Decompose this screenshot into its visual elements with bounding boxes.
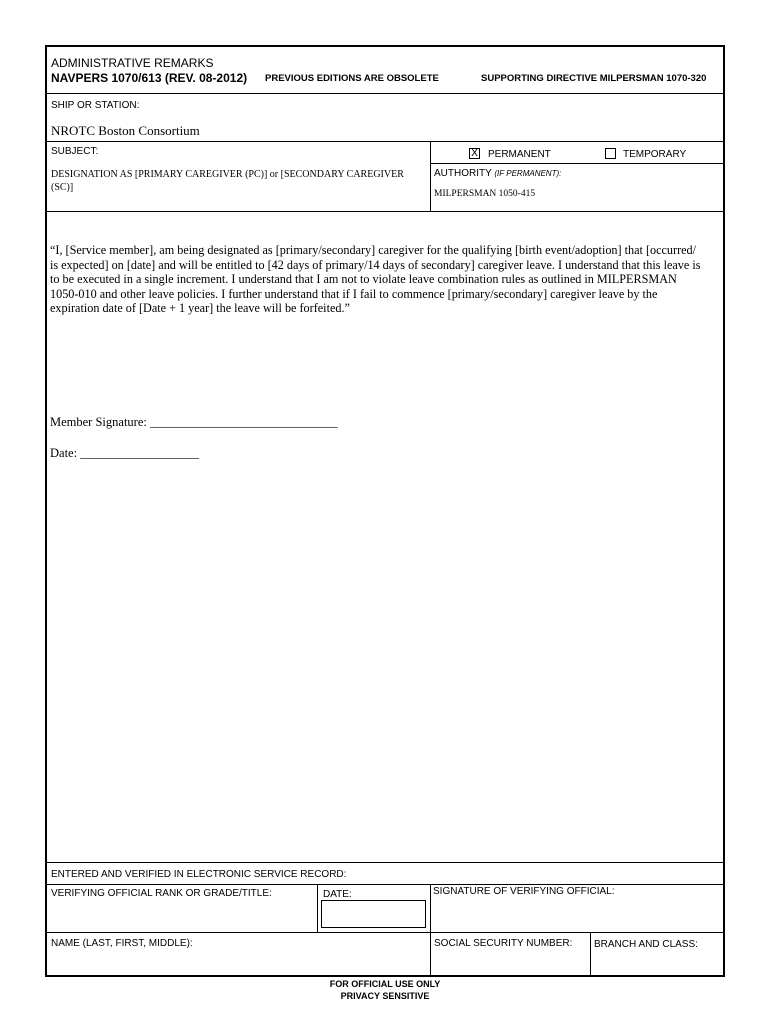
remarks-line: 1050-010 and other leave policies. I further understand that if I fail to commence [primary/secondary] caregiver leave by the [50, 286, 658, 301]
subject-value-line-2[interactable]: (SC)] [51, 182, 74, 193]
divider [47, 93, 723, 94]
ship-station-label: SHIP OR STATION: [51, 100, 140, 111]
supporting-directive: SUPPORTING DIRECTIVE MILPERSMAN 1070-320 [481, 73, 707, 84]
admin-remarks-form [45, 45, 725, 977]
form-title: ADMINISTRATIVE REMARKS [51, 56, 214, 70]
divider [47, 862, 723, 863]
divider [430, 141, 431, 211]
remarks-text[interactable] [50, 243, 726, 316]
member-signature-label: Member Signature: [50, 415, 147, 429]
official-use-note: FOR OFFICIAL USE ONLY [329, 979, 441, 989]
divider [317, 884, 318, 932]
divider [430, 163, 723, 164]
verifying-rank-label: VERIFYING OFFICIAL RANK OR GRADE/TITLE: [51, 888, 272, 899]
divider [47, 141, 723, 142]
entered-verified-label: ENTERED AND VERIFIED IN ELECTRONIC SERVICE RECORD: [51, 869, 347, 880]
branch-class-label: BRANCH AND CLASS: [594, 939, 698, 950]
temporary-checkbox[interactable] [605, 148, 616, 159]
authority-label-text: AUTHORITY [434, 168, 492, 179]
member-date-field[interactable]: ___________________ [80, 446, 199, 460]
remarks-line: is expected] on [date] and will be entitled to [42 days of primary/14 days of secondary] caregiver leave. I understand that this leave is [50, 257, 701, 272]
permanent-label: PERMANENT [488, 149, 551, 160]
verify-date-input[interactable] [321, 900, 426, 928]
authority-value[interactable]: MILPERSMAN 1050-415 [434, 189, 536, 199]
divider [430, 884, 431, 932]
temporary-label: TEMPORARY [623, 149, 687, 160]
member-signature-line [50, 415, 337, 430]
divider [590, 932, 591, 977]
name-label: NAME (LAST, FIRST, MIDDLE): [51, 938, 193, 949]
form-number: NAVPERS 1070/613 (REV. 08-2012) [51, 71, 248, 85]
authority-qualifier: (IF PERMANENT): [494, 169, 562, 178]
authority-label [434, 168, 561, 179]
remarks-line: “I, [Service member], am being designated as [primary/secondary] caregiver for the qualifying [birth event/adoption] that [occurred/ [50, 243, 697, 257]
ship-station-value[interactable]: NROTC Boston Consortium [51, 123, 200, 138]
subject-label: SUBJECT: [51, 146, 99, 157]
privacy-note: PRIVACY SENSITIVE [340, 991, 430, 1001]
divider [47, 211, 723, 212]
ssn-label: SOCIAL SECURITY NUMBER: [434, 938, 573, 949]
verify-date-label: DATE: [323, 889, 352, 900]
obsolete-note: PREVIOUS EDITIONS ARE OBSOLETE [265, 73, 439, 84]
subject-value-line-1[interactable]: DESIGNATION AS [PRIMARY CAREGIVER (PC)] or [SECONDARY CAREGIVER [51, 169, 404, 180]
member-date-line [50, 446, 199, 461]
member-signature-field[interactable]: ______________________________ [149, 415, 338, 429]
divider [430, 932, 431, 977]
member-date-label: Date: [50, 446, 78, 460]
divider [47, 932, 723, 933]
verifying-signature-label: SIGNATURE OF VERIFYING OFFICIAL: [433, 886, 615, 897]
remarks-line: expiration date of [Date + 1 year] the leave will be forfeited.” [50, 301, 350, 316]
permanent-checkbox[interactable]: X [469, 148, 480, 159]
divider [47, 884, 723, 885]
remarks-line: to be executed in a single increment. I understand that I am not to violate leave combination rules as outlined in MILPERSMAN [50, 272, 677, 287]
